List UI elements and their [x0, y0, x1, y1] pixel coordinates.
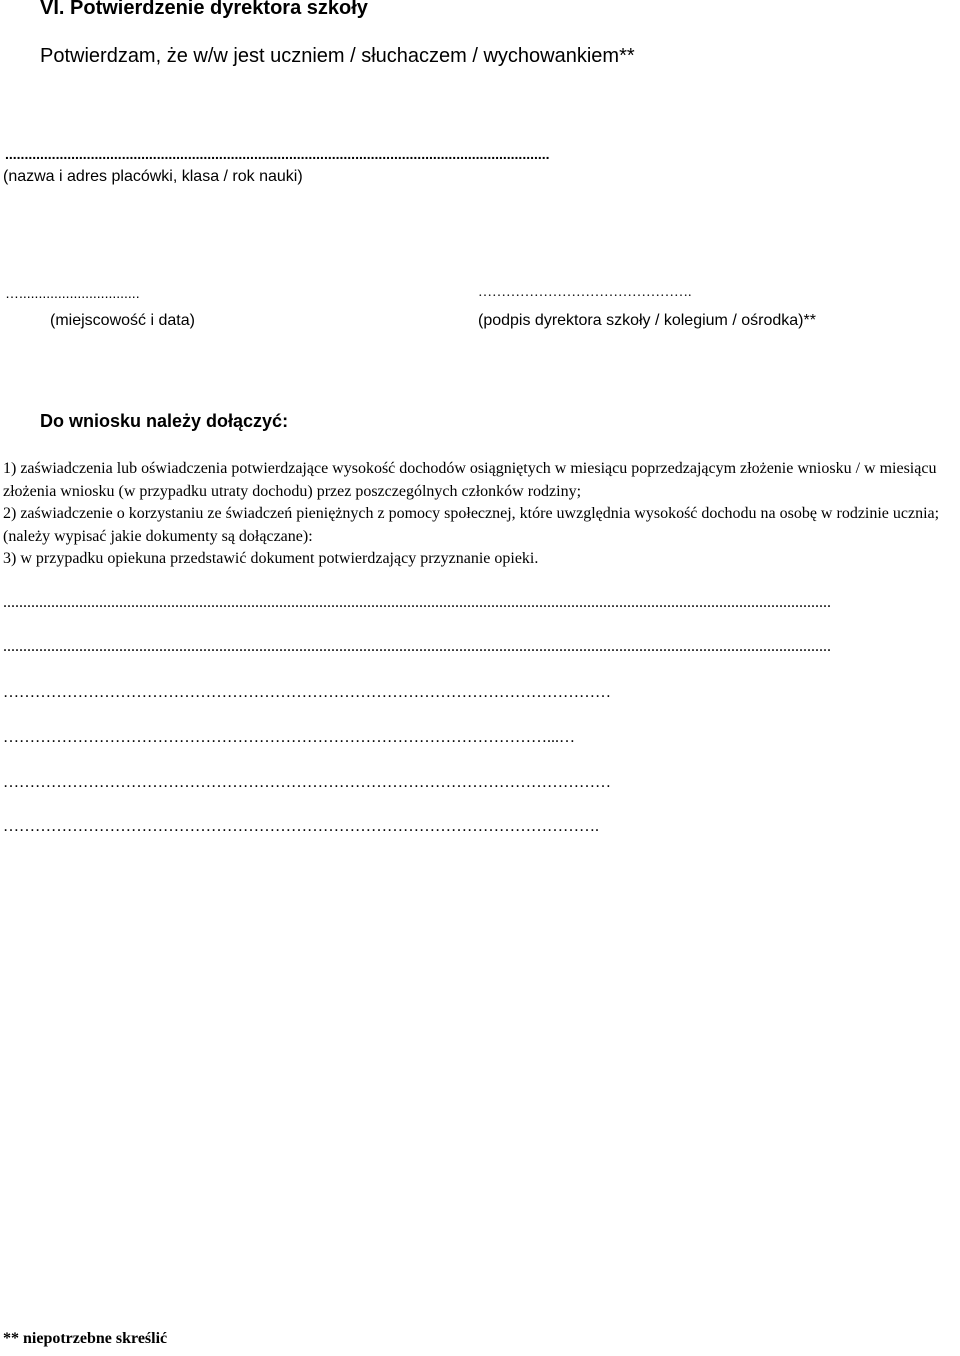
attachment-fill-line[interactable]: ............................................................................................................................................................................................................... [3, 594, 831, 611]
place-date-field-line[interactable]: …............................... [5, 285, 140, 301]
attachment-fill-line[interactable]: …………………………………………………………………………………………………. [3, 818, 599, 835]
confirmation-statement: Potwierdzam, że w/w jest uczniem / słuchaczem / wychowankiem** [40, 45, 635, 67]
attachment-fill-line[interactable]: …………………………………………………………………………………………………… [3, 684, 611, 701]
place-date-caption: (miejscowość i data) [50, 312, 195, 329]
attachment-item-social-benefits: 2) zaświadczenie o korzystaniu ze świadczeń pieniężnych z pomocy społecznej, które uwzględnia wysokość dochodu na osobę w rodzinie ucznia; (należy wypisać jakie dokumenty są dołączane): [3, 505, 940, 545]
attachment-item-guardian: 3) w przypadku opiekuna przedstawić dokument potwierdzający przyznanie opieki. [3, 550, 539, 568]
director-signature-caption: (podpis dyrektora szkoły / kolegium / ośrodka)** [478, 312, 816, 329]
director-signature-field-line[interactable]: ………………………………………. [478, 285, 692, 300]
school-name-field-caption: (nazwa i adres placówki, klasa / rok nauki) [3, 168, 303, 185]
school-name-field-line[interactable]: ............................................................................................................................................ [5, 146, 550, 162]
footnote: ** niepotrzebne skreślić [3, 1330, 168, 1347]
attachment-item-income: 1) zaświadczenia lub oświadczenia potwierdzające wysokość dochodów osiągniętych w miesiącu poprzedzającym złożenie wniosku / w miesiącu złożenia wniosku (w przypadku utraty dochodu) przez poszczególnych członków rodziny; [3, 460, 937, 500]
attachments-list [3, 458, 957, 571]
attachment-fill-line[interactable]: ............................................................................................................................................................................................................... [3, 638, 831, 655]
attachment-fill-line[interactable]: …………………………………………………………………………………………...… [3, 729, 575, 746]
attachment-fill-line[interactable]: …………………………………………………………………………………………………… [3, 774, 611, 791]
attachments-title: Do wniosku należy dołączyć: [40, 411, 289, 431]
section-heading: VI. Potwierdzenie dyrektora szkoły [40, 0, 368, 19]
